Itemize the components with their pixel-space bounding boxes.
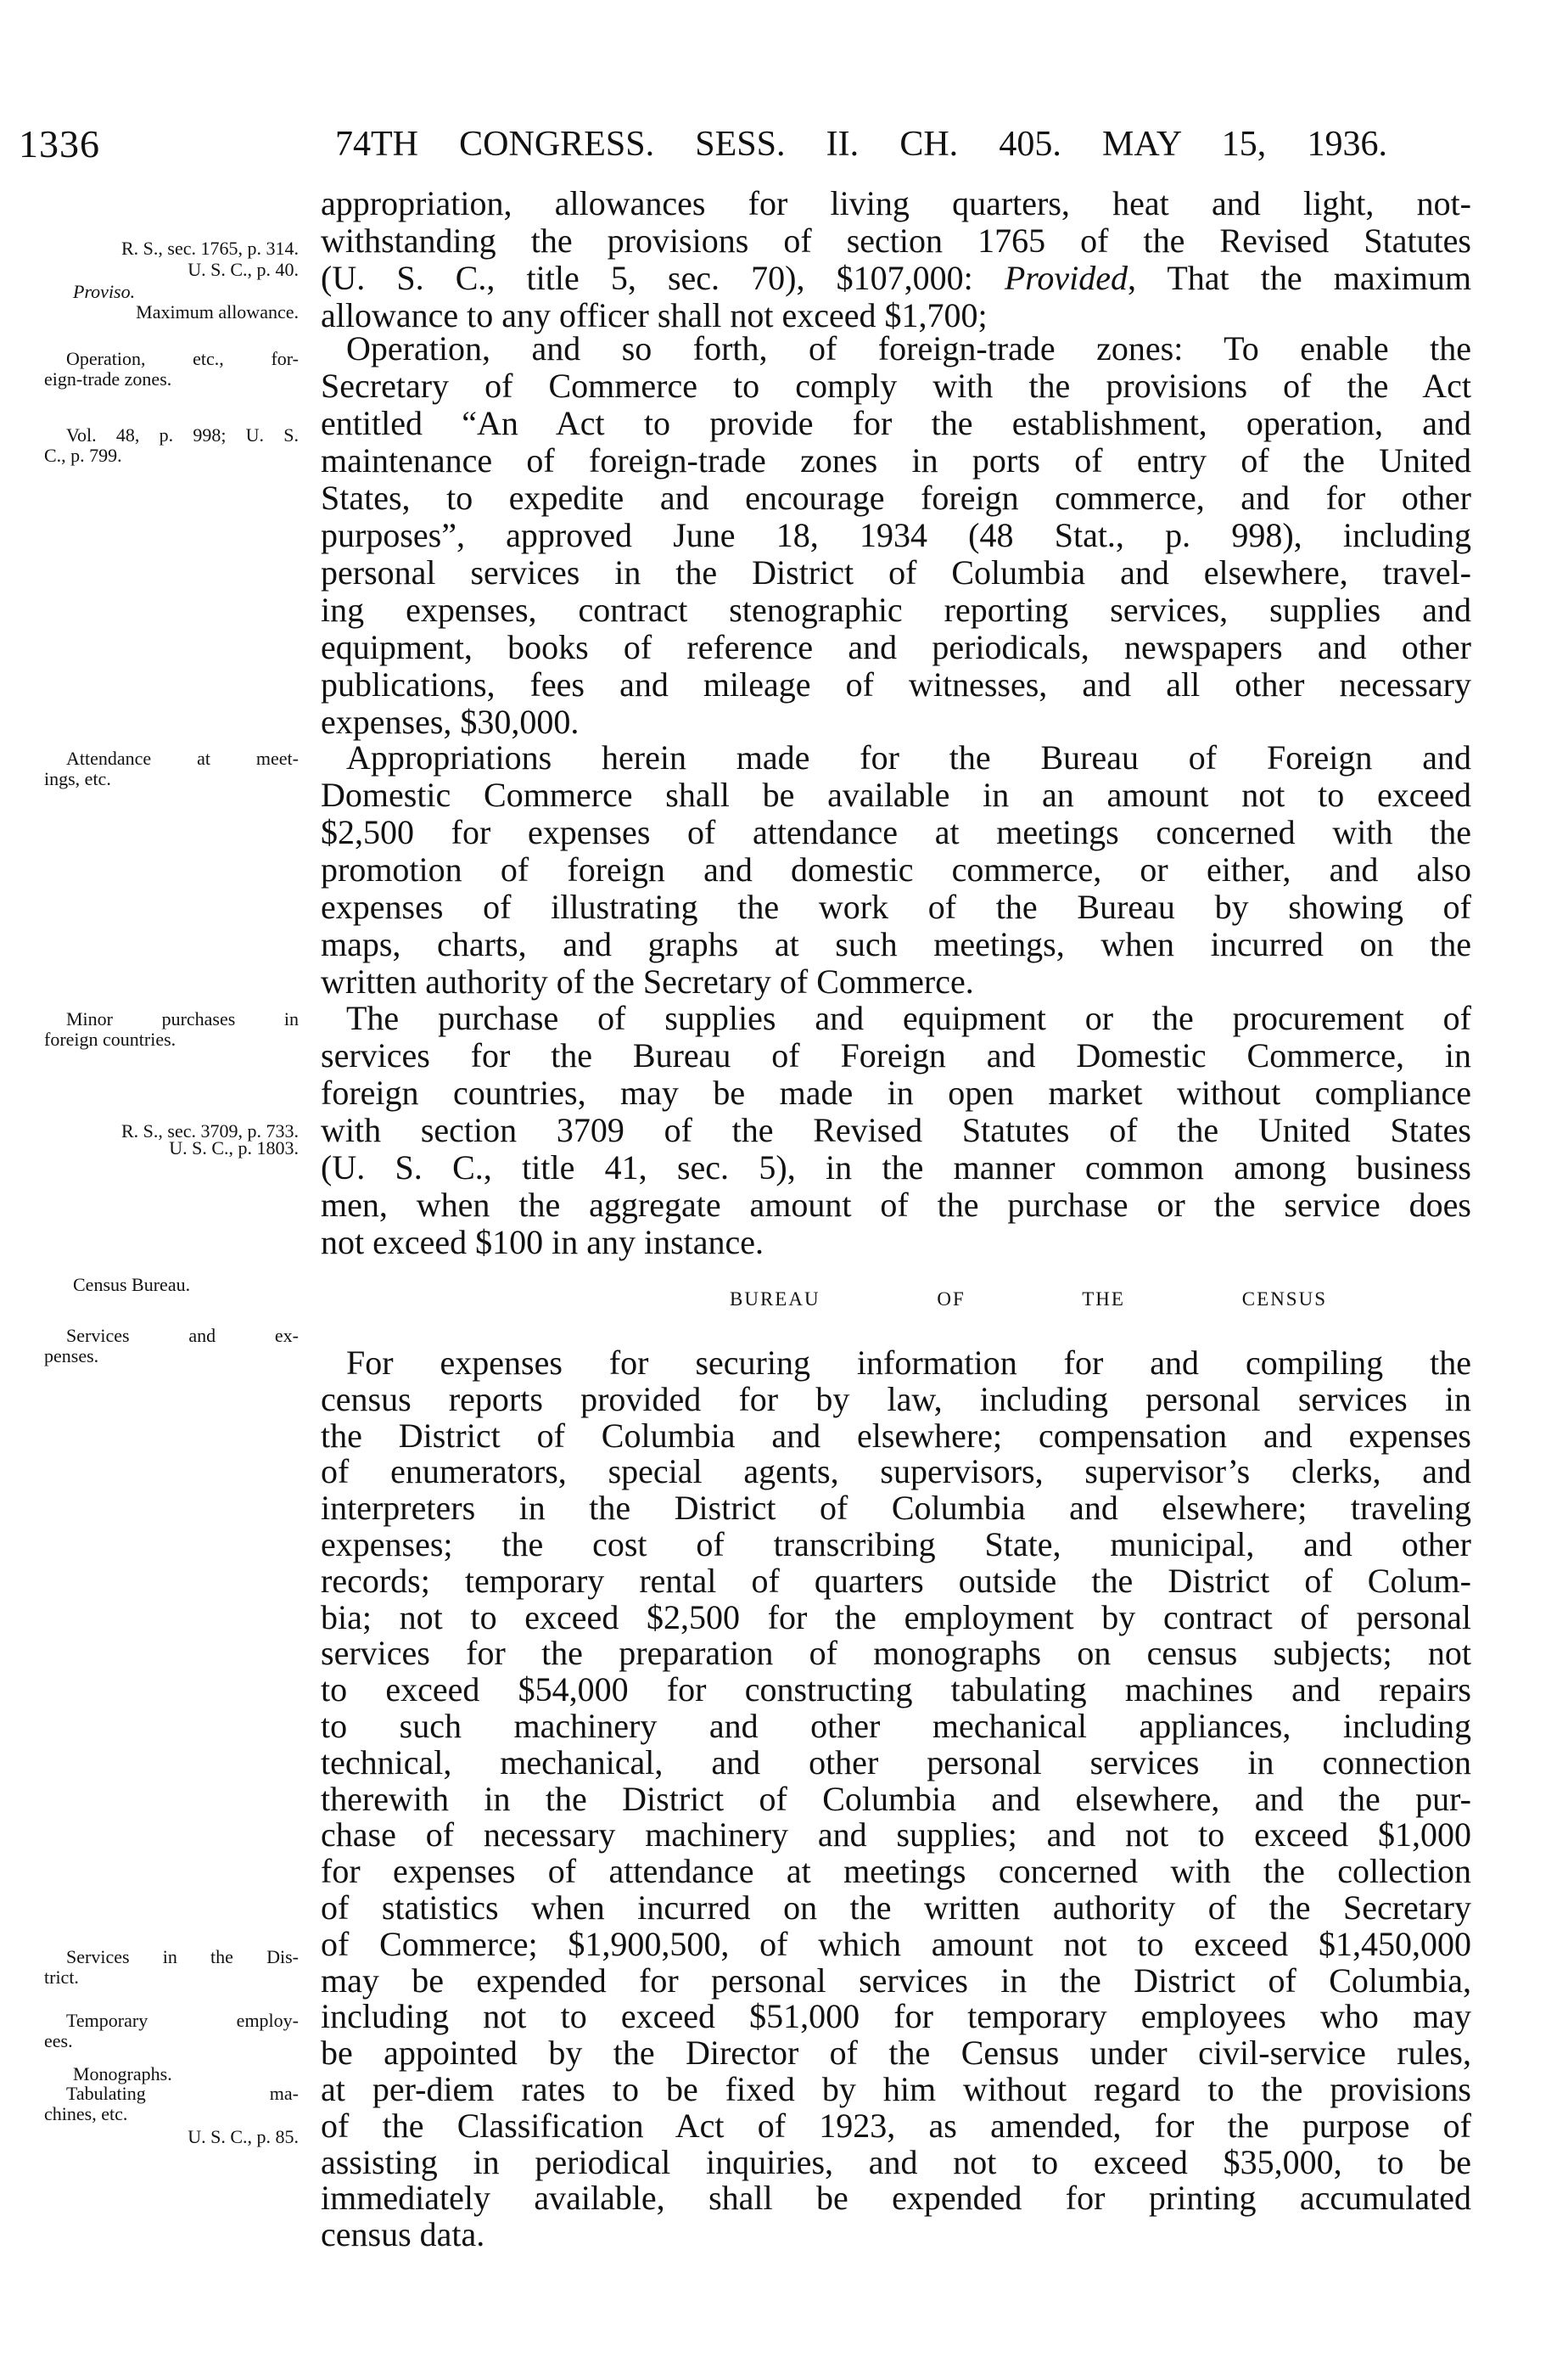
text-line: expenses, $30,000. [321, 703, 580, 741]
text-line: Appropriations herein made for the Bureau of Foreign and [346, 738, 1471, 777]
text-line: $2,500 for expenses of attendance at meetings concerned with the [321, 813, 1471, 851]
text-line: may be expended for personal services in the District of Columbia, [321, 1961, 1471, 2000]
text-line: of the Classification Act of 1923, as amended, for the purpose of [321, 2106, 1471, 2145]
margin-note-line: chines, etc. [44, 2103, 128, 2124]
text-line: entitled “An Act to provide for the establishment, operation, and [321, 404, 1471, 442]
text-line: of enumerators, special agents, supervisors, supervisor’s clerks, and [321, 1452, 1471, 1491]
text-line: foreign countries, may be made in open market without compliance [321, 1074, 1471, 1112]
running-title: 74TH CONGRESS. SESS. II. CH. 405. MAY 15, 1936. [335, 125, 1387, 164]
text-line: equipment, books of reference and periodicals, newspapers and other [321, 628, 1471, 666]
text-line: therewith in the District of Columbia and elsewhere, and the pur- [321, 1779, 1471, 1818]
margin-note [44, 748, 299, 788]
margin-note-line: C., p. 799. [44, 445, 122, 466]
margin-note-line: R. S., sec. 3709, p. 733. [121, 1120, 299, 1142]
text-line: for expenses of attendance at meetings concerned with the collection [321, 1852, 1471, 1891]
margin-note-line: Census Bureau. [73, 1274, 191, 1295]
text-line: The purchase of supplies and equipment or the procurement of [346, 999, 1471, 1037]
text-line: expenses of illustrating the work of the Bureau by showing of [321, 888, 1471, 926]
margin-note-line: R. S., sec. 1765, p. 314. [121, 238, 299, 259]
margin-note-line: Services in the Dis- [66, 1946, 299, 1967]
margin-note-line: Minor purchases in [66, 1008, 299, 1030]
text-line: written authority of the Secretary of Commerce. [321, 962, 974, 1001]
margin-note-line: Operation, etc., for- [66, 348, 299, 369]
text-line: allowance to any officer shall not exceed $1,700; [321, 296, 988, 334]
text-segment: (U. S. C., title 5, sec. 70), $107,000: [321, 259, 1005, 297]
text-line: census reports provided for by law, including personal services in [321, 1379, 1471, 1418]
text-line: to exceed $54,000 for constructing tabulating machines and repairs [321, 1670, 1471, 1709]
text-line: of statistics when incurred on the written authority of the Secretary [321, 1888, 1471, 1927]
text-line: appropriation, allowances for living quarters, heat and light, not- [321, 184, 1471, 222]
text-line: at per-diem rates to be fixed by him without regard to the provisions [321, 2069, 1471, 2108]
paragraph [321, 330, 1471, 741]
text-line: of Commerce; $1,900,500, of which amount not to exceed $1,450,000 [321, 1924, 1471, 1963]
text-line: immediately available, shall be expended for printing accumulated [321, 2179, 1471, 2218]
margin-note-line: U. S. C., p. 85. [188, 2126, 299, 2147]
margin-note-line: Temporary employ- [66, 2010, 299, 2031]
text-line: men, when the aggregate amount of the purchase or the service does [321, 1186, 1471, 1224]
margin-note-line: eign-trade zones. [44, 368, 172, 390]
margin-note [44, 1274, 299, 1294]
paragraph [321, 1000, 1471, 1261]
text-line: purposes”, approved June 18, 1934 (48 Stat., p. 998), including [321, 516, 1471, 554]
margin-note-line: ings, etc. [44, 768, 111, 789]
text-line: Domestic Commerce shall be available in an amount not to exceed [321, 776, 1471, 814]
text-line: Secretary of Commerce to comply with the provisions of the Act [321, 367, 1471, 405]
text-line: the District of Columbia and elsewhere; compensation and expenses [321, 1416, 1471, 1455]
margin-note [44, 301, 299, 322]
text-line [321, 260, 1471, 297]
section-heading: BUREAU OF THE CENSUS [730, 1288, 1327, 1310]
margin-note-line: Maximum allowance. [136, 301, 299, 323]
margin-note-line: Monographs. [73, 2063, 172, 2084]
text-line: publications, fees and mileage of witnesses, and all other necessary [321, 665, 1471, 704]
text-line: expenses; the cost of transcribing State, municipal, and other [321, 1524, 1471, 1563]
italic-text: Provided [1004, 259, 1128, 297]
text-line: services for the preparation of monographs on census subjects; not [321, 1634, 1471, 1673]
margin-note [44, 2010, 299, 2051]
text-line: maps, charts, and graphs at such meetings, when incurred on the [321, 925, 1471, 963]
text-line: ing expenses, contract stenographic reporting services, supplies and [321, 591, 1471, 629]
margin-note-line: U. S. C., p. 1803. [169, 1137, 299, 1159]
paragraph [321, 739, 1471, 1001]
margin-note-line: Tabulating ma- [66, 2083, 299, 2104]
margin-note [44, 424, 299, 465]
text-line: bia; not to exceed $2,500 for the employment by contract of personal [321, 1597, 1471, 1636]
text-line: For expenses for securing information for and compiling the [346, 1344, 1471, 1382]
text-line: to such machinery and other mechanical appliances, including [321, 1706, 1471, 1745]
page-number: 1336 [19, 122, 100, 166]
text-line: be appointed by the Director of the Census under civil-service rules, [321, 2034, 1471, 2073]
margin-note [44, 1137, 299, 1158]
margin-note-line: trict. [44, 1966, 79, 1988]
italic-text: Proviso. [73, 281, 136, 302]
margin-note [44, 281, 299, 301]
text-line: withstanding the provisions of section 1765 of the Revised Statutes [321, 222, 1471, 260]
margin-note [44, 2083, 299, 2124]
margin-note-line: Attendance at meet- [66, 748, 299, 769]
text-line: records; temporary rental of quarters outside the District of Colum- [321, 1561, 1471, 1600]
text-line: not exceed $100 in any instance. [321, 1223, 764, 1261]
text-line: chase of necessary machinery and supplies; and not to exceed $1,000 [321, 1815, 1471, 1854]
text-line: including not to exceed $51,000 for temporary employees who may [321, 1997, 1471, 2036]
text-line: States, to expedite and encourage foreign commerce, and for other [321, 479, 1471, 517]
text-line: technical, mechanical, and other personal services in connection [321, 1742, 1471, 1781]
margin-note [44, 238, 299, 258]
margin-note [44, 2063, 299, 2084]
margin-note-line: foreign countries. [44, 1029, 176, 1050]
margin-note [44, 1946, 299, 1987]
margin-note-line: penses. [44, 1345, 99, 1366]
text-line: Operation, and so forth, of foreign-trade zones: To enable the [346, 329, 1471, 367]
text-line: maintenance of foreign-trade zones in ports of entry of the United [321, 441, 1471, 480]
margin-note [44, 2126, 299, 2146]
margin-note [44, 259, 299, 279]
margin-note-line: Services and ex- [66, 1325, 299, 1346]
text-segment: , That the maximum [1127, 259, 1471, 297]
margin-note-line: U. S. C., p. 40. [188, 259, 299, 280]
margin-note-line: ees. [44, 2030, 73, 2051]
text-line: promotion of foreign and domestic commerce, or either, and also [321, 850, 1471, 889]
margin-note [44, 1008, 299, 1049]
margin-note [44, 1325, 299, 1366]
margin-note [44, 348, 299, 389]
text-line: with section 3709 of the Revised Statutes of the United States [321, 1111, 1471, 1149]
text-line: personal services in the District of Columbia and elsewhere, travel- [321, 553, 1471, 592]
margin-note-line: Vol. 48, p. 998; U. S. [66, 424, 299, 446]
margin-note-line [44, 281, 299, 301]
paragraph [321, 185, 1471, 334]
text-line: census data. [321, 2215, 485, 2254]
text-line: (U. S. C., title 41, sec. 5), in the manner common among business [321, 1148, 1471, 1187]
text-line: services for the Bureau of Foreign and Domestic Commerce, in [321, 1036, 1471, 1074]
paragraph [321, 1345, 1471, 2253]
text-line: assisting in periodical inquiries, and not to exceed $35,000, to be [321, 2142, 1471, 2181]
text-line: interpreters in the District of Columbia and elsewhere; traveling [321, 1489, 1471, 1528]
